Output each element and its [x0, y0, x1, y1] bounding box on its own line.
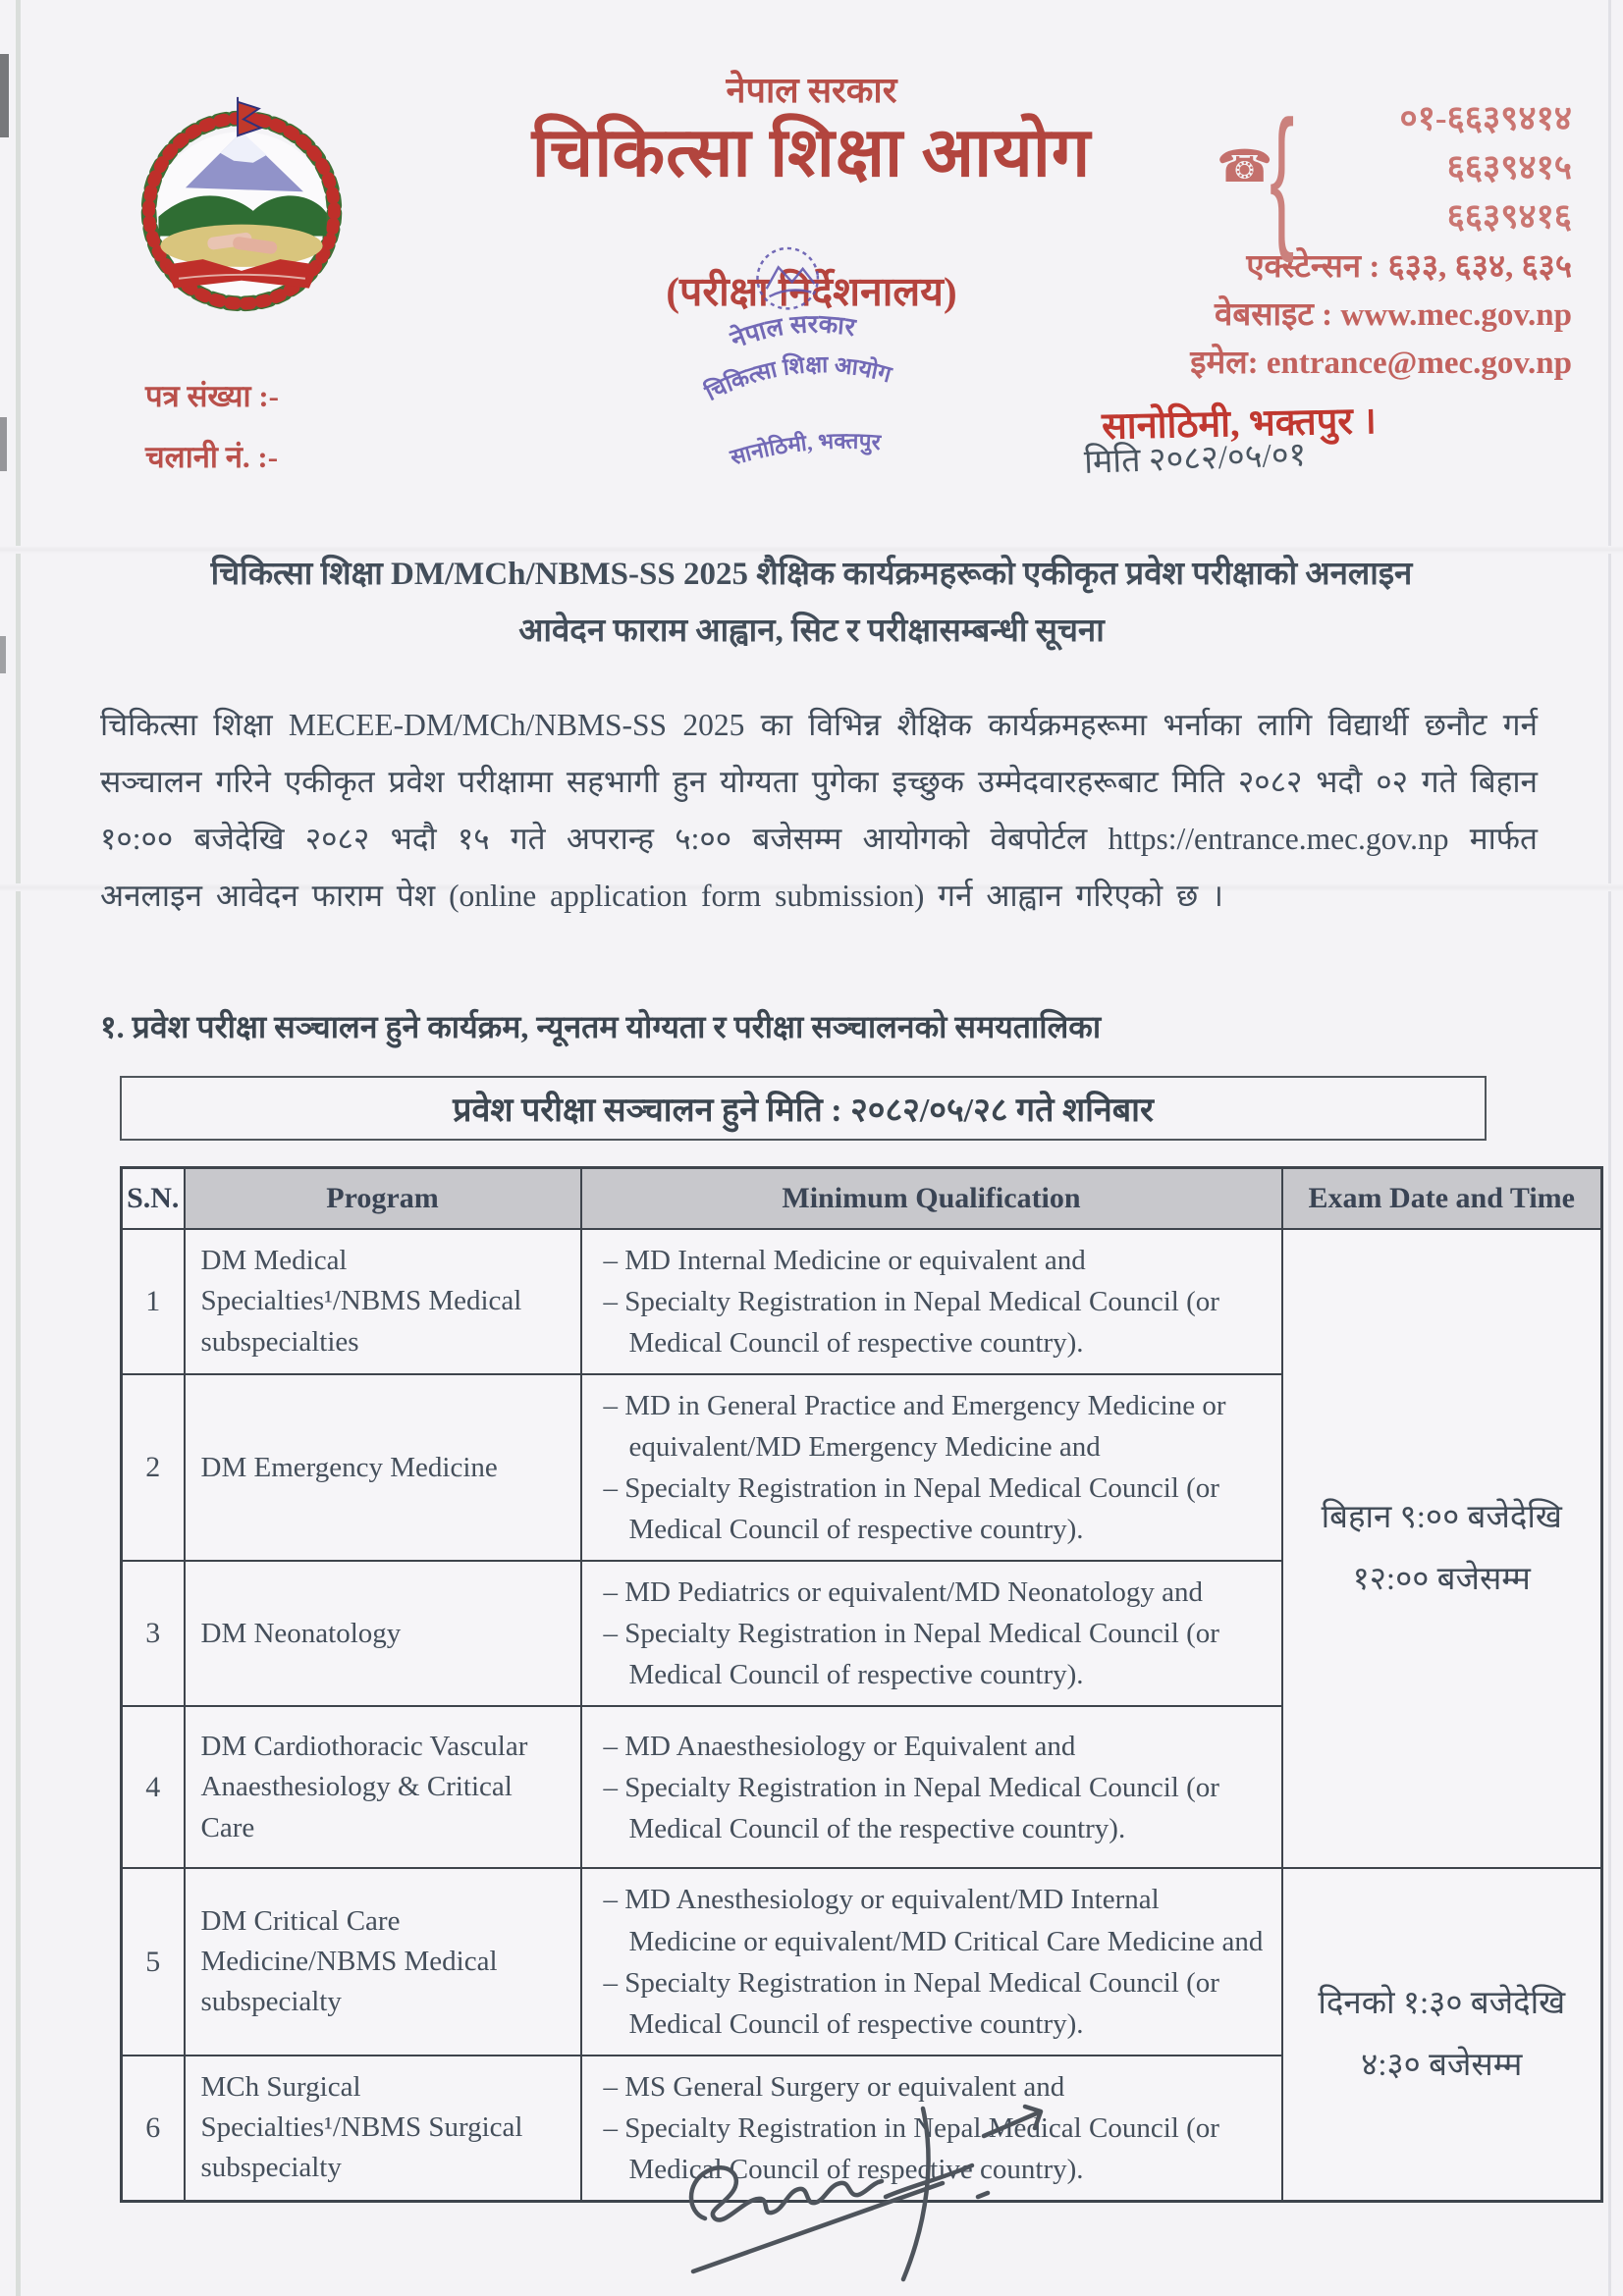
qualification-item: – MD Pediatrics or equivalent/MD Neonatology and: [603, 1576, 1203, 1609]
row-program: DM Cardiothoracic Vascular Anaesthesiology & Critical Care: [185, 1706, 581, 1868]
dispatch-number-label: चलानी नं. :-: [145, 440, 279, 474]
notice-title-line2: आवेदन फाराम आह्वान, सिट र परीक्षासम्बन्धी सूचना: [518, 614, 1105, 649]
col-header-program: Program: [185, 1168, 581, 1230]
exam-time-afternoon: दिनको १:३० बजेदेखि ४:३० बजेसम्म: [1282, 1868, 1602, 2201]
qualification-list: [581, 1229, 1282, 1374]
scan-smudge: [0, 417, 7, 471]
letter-date: मिति २०८२/०५/०१: [1083, 437, 1307, 481]
letter-number-label: पत्र संख्या :-: [145, 379, 279, 413]
phone-number: ०१-६६३९४१४: [1399, 99, 1572, 137]
stamp-line1: नेपाल सरकार: [727, 309, 858, 354]
row-program: MCh Surgical Specialties¹/NBMS Surgical subspecialty: [185, 2056, 581, 2202]
qualification-item: – MS General Surgery or equivalent and: [603, 2070, 1065, 2103]
table-header-row: [122, 1168, 1602, 1230]
svg-text:नेपाल सरकार: [725, 303, 862, 354]
qualification-list: [581, 1868, 1282, 2055]
qualification-item: – Specialty Registration in Nepal Medical Council (or Medical Council of respective country).: [603, 1472, 1219, 1546]
qualification-list: [581, 1561, 1282, 1706]
qualification-item: – Specialty Registration in Nepal Medical Council (or Medical Council of respective country).: [603, 1618, 1219, 1691]
brace-decoration: {: [1270, 88, 1295, 264]
phone-number: ६६३९४१६: [1446, 197, 1572, 236]
col-header-sn: S.N.: [122, 1168, 185, 1230]
contact-block: [1160, 88, 1572, 386]
col-header-qualification: Minimum Qualification: [581, 1168, 1282, 1230]
email-line: इमेल: entrance@mec.gov.np: [1190, 346, 1572, 381]
website-line: वेबसाइट : www.mec.gov.np: [1215, 297, 1572, 333]
row-sn: 5: [122, 1868, 185, 2055]
row-sn: 2: [122, 1374, 185, 1561]
row-sn: 6: [122, 2056, 185, 2202]
svg-text:चिकित्सा शिक्षा आयोग: [698, 342, 898, 408]
extension-line: एक्स्टेन्सन : ६३३, ६३४, ६३५: [1246, 249, 1572, 285]
table-row: [122, 1229, 1602, 1374]
scan-edge-line: [1608, 0, 1611, 2296]
stamp-line2: चिकित्सा शिक्षा आयोग: [701, 352, 894, 406]
qualification-list: [581, 1374, 1282, 1561]
qualification-item: – Specialty Registration in Nepal Medical Council (or Medical Council of respective country).: [603, 1966, 1219, 2040]
telephone-icon: ☎: [1217, 139, 1273, 192]
exam-date-banner: प्रवेश परीक्षा सञ्चालन हुने मिति : २०८२/०५/२८ गते शनिबार: [120, 1076, 1487, 1141]
notice-body-paragraph: चिकित्सा शिक्षा MECEE-DM/MCh/NBMS-SS 2025 का विभिन्न शैक्षिक कार्यक्रमहरूमा भर्नाका लागि विद्यार्थी छनौट गर्न सञ्चालन गरिने एकीकृत प्रवेश परीक्षामा सहभागी हुन योग्यता पुगेका इच्छुक उम्मेदवारहरूबाट मिति २०८२ भदौ ०२ गते बिहान १०:०० बजेदेखि २०८२ भदौ १५ गते अपरान्ह ५:०० बजेसम्म आयोगको वेबपोर्टल https://entrance.mec.gov.np मार्फत अनलाइन आवेदन फाराम पेश (online application form submission) गर्न आह्वान गरिएको छ ।: [100, 708, 1538, 913]
row-sn: 3: [122, 1561, 185, 1706]
row-program: DM Emergency Medicine: [185, 1374, 581, 1561]
row-sn: 1: [122, 1229, 185, 1374]
row-sn: 4: [122, 1706, 185, 1868]
phone-numbers: [1160, 88, 1572, 264]
qualification-item: – Specialty Registration in Nepal Medical Council (or Medical Council of respective country).: [603, 1286, 1219, 1360]
qualification-item: – Specialty Registration in Nepal Medical Council (or Medical Council of respective country).: [603, 2111, 1219, 2185]
scan-edge-line: [16, 0, 21, 2296]
section1-heading: १. प्रवेश परीक्षा सञ्चालन हुने कार्यक्रम, न्यूनतम योग्यता र परीक्षा सञ्चालनको समयतालिका: [100, 1009, 1102, 1044]
row-program: DM Medical Specialties¹/NBMS Medical subspecialties: [185, 1229, 581, 1374]
programs-table: [120, 1166, 1603, 2203]
office-address: सानोठिमी, भक्तपुर ।: [1101, 400, 1378, 448]
row-program: DM Critical Care Medicine/NBMS Medical subspecialty: [185, 1868, 581, 2055]
directorate-name: (परीक्षा निर्देशनालय): [666, 269, 957, 314]
table-row: [122, 1868, 1602, 2055]
qualification-item: – MD Internal Medicine or equivalent and: [603, 1245, 1086, 1276]
signature-scribble: [628, 2103, 1090, 2289]
svg-text:सानोठिमी, भक्तपुर: [726, 421, 885, 470]
office-ink-stamp: [651, 213, 939, 491]
row-program: DM Neonatology: [185, 1561, 581, 1706]
exam-time-morning: बिहान ९:०० बजेदेखि १२:०० बजेसम्म: [1282, 1229, 1602, 1868]
qualification-item: – MD Anesthesiology or equivalent/MD Internal Medicine or equivalent/MD Critical Care Medicine and: [603, 1884, 1264, 1957]
col-header-exam-datetime: Exam Date and Time: [1282, 1168, 1602, 1230]
qualification-list: [581, 1706, 1282, 1868]
phone-number: ६६३९४१५: [1446, 148, 1572, 187]
government-name: नेपाल सरकार: [726, 71, 897, 110]
commission-name: चिकित्सा शिक्षा आयोग: [531, 116, 1092, 191]
notice-title-line1: चिकित्सा शिक्षा DM/MCh/NBMS-SS 2025 शैक्षिक कार्यक्रमहरूको एकीकृत प्रवेश परीक्षाको अनलाइन: [210, 557, 1413, 592]
qualification-item: – MD in General Practice and Emergency Medicine or equivalent/MD Emergency Medicine and: [603, 1390, 1226, 1464]
qualification-item: – Specialty Registration in Nepal Medical Council (or Medical Council of the respective country).: [603, 1771, 1219, 1844]
stamp-line3: सानोठिमी, भक्तपुर: [728, 428, 882, 470]
qualification-item: – MD Anaesthesiology or Equivalent and: [603, 1730, 1076, 1762]
